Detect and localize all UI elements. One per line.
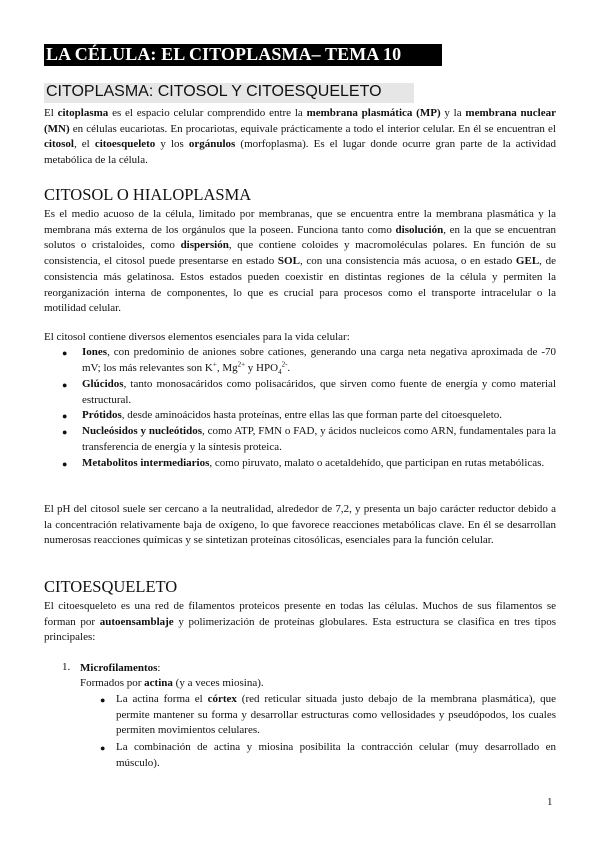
microfilamentos-title: Microfilamentos:: [80, 662, 161, 674]
bullet-icon: ●: [62, 348, 68, 358]
bullet-icon: ●: [62, 459, 68, 469]
list-item-protidos: Prótidos, desde aminoácidos hasta proteínas, entre ellas las que forman parte del citoesqueleto.: [82, 409, 503, 421]
document-title-bar: [44, 44, 442, 66]
bullet-icon: ●: [62, 411, 68, 421]
citosol-paragraph-2: El citosol contiene diversos elementos esenciales para la vida celular:: [44, 331, 350, 343]
bullet-icon: ●: [100, 695, 106, 705]
list-item-iones: Iones, con predominio de aniones sobre cationes, generando una carga neta negativa aproximada de -70 mV; los más relevantes son K+, $Mg^{2+}$ y $HPO_4^{2-}$.: [82, 346, 556, 376]
bullet-icon: ●: [62, 380, 68, 390]
citoesqueleto-paragraph: El citoesqueleto es una red de filamentos proteicos presente en todas las células. Muchos de sus filamentos se forman por autoensamblaje y polimerización de proteínas globulares. Esta estructura se clasifica en tres tipos principales:: [44, 600, 556, 644]
section-heading: CITOPLASMA: CITOSOL Y CITOESQUELETO: [46, 83, 382, 100]
list-item-nucleotidos: Nucleósidos y nucleótidos, como ATP, FMN o FAD, y ácidos nucleicos como ARN, fundamentales para la transferencia de energía y la síntesis proteica.: [82, 425, 556, 453]
document-title: LA CÉLULA: EL CITOPLASMA– TEMA 10: [46, 44, 402, 64]
citoesqueleto-heading: CITOESQUELETO: [44, 577, 178, 596]
intro-paragraph: El citoplasma es el espacio celular comprendido entre la membrana plasmática (MP) y la membrana nuclear (MN) en células eucariotas. En procariotas, equivale prácticamente a todo el interior celular. En él se encuentran el citosol, el citoesqueleto y los orgánulos (morfoplasma). Es el lugar donde ocurre gran parte de la actividad metabólica de la célula.: [44, 107, 556, 167]
citosol-paragraph-1: Es el medio acuoso de la célula, limitado por membranas, que se encuentra entre la membrana plasmática y la membrana más externa de los orgánulos que la poseen. Funciona tanto como disolución, en la que se encuentran solutos o cristaloides, como dispersión, que contiene coloides y macromoléculas polares. En función de su consistencia, el citosol puede presentarse en estado SOL, con una consistencia más acuosa, o en estado GEL, de consistencia más gelatinosa. Estos estados pueden coexistir en distintas regiones de la célula y permiten la reorganización interna de componentes, lo que es crucial para procesos como el transporte intracelular o la motilidad celular.: [44, 208, 556, 315]
microfilamentos-intro: Formados por actina (y a veces miosina).: [80, 677, 264, 689]
list-number: 1.: [62, 661, 71, 673]
microfilamentos-bullet-contraccion: La combinación de actina y miosina posibilita la contracción celular (muy desarrollado en músculo).: [116, 741, 556, 769]
page-number: 1: [547, 796, 553, 808]
list-item-glucidos: Glúcidos, tanto monosacáridos como polisacáridos, que sirven como fuente de energía y como material estructural.: [82, 378, 556, 406]
citosol-paragraph-3: El pH del citosol suele ser cercano a la neutralidad, alrededor de 7,2, y presenta un bajo carácter reductor debido a la concentración relativamente baja de oxígeno, lo que favorece reacciones metabólicas clave. En él se desarrollan numerosas reacciones químicas y se sintetizan proteínas citosólicas, esenciales para la función celular.: [44, 503, 556, 547]
section-heading-bar: [44, 83, 414, 103]
citosol-heading: CITOSOL O HIALOPLASMA: [44, 185, 252, 204]
list-item-metabolitos: Metabolitos intermediarios, como piruvato, malato o acetaldehído, que participan en rutas metabólicas.: [82, 457, 545, 469]
microfilamentos-bullet-cortex: La actina forma el córtex (red reticular situada justo debajo de la membrana plasmática), que permite mantener su forma y desarrollar estructuras como vellosidades y pseudópodos, los cuales permiten movimientos celulares.: [116, 693, 556, 737]
bullet-icon: ●: [100, 743, 106, 753]
bullet-icon: ●: [62, 427, 68, 437]
